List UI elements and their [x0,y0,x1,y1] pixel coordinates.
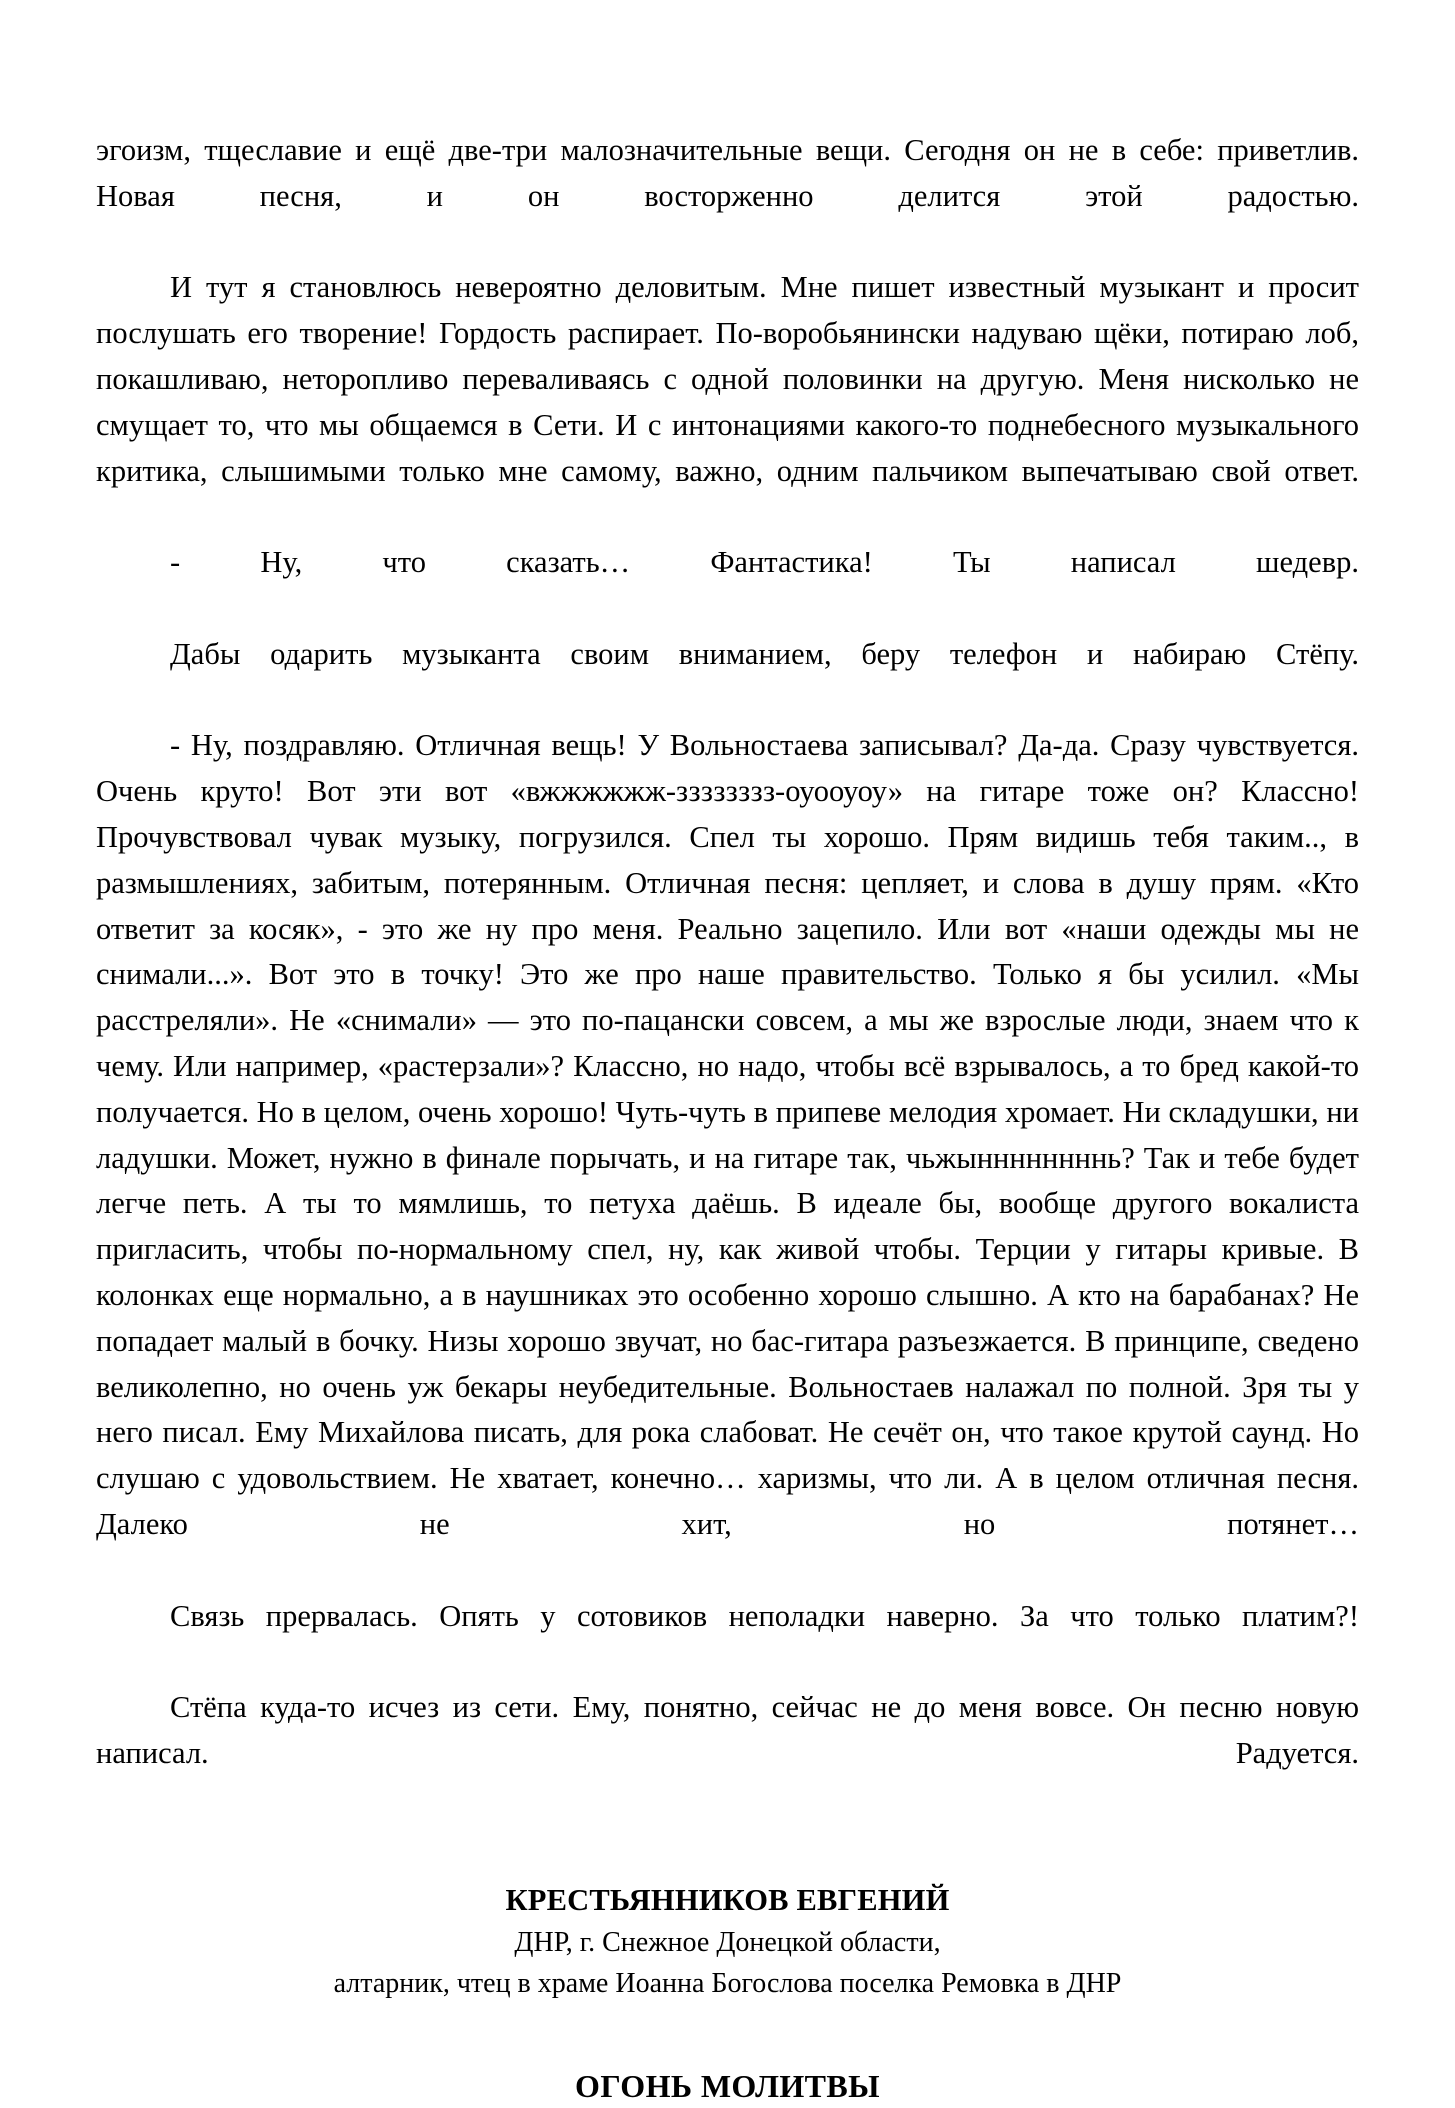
paragraph-continued: эгоизм, тщеславие и ещё две-три малозначительные вещи. Сегодня он не в себе: приветлив. Новая песня, и он восторженно делится этой радостью. [96,133,1359,213]
paragraph: Стёпа куда-то исчез из сети. Ему, понятно, сейчас не до меня вовсе. Он песню новую написал. Радуется. [96,1690,1359,1770]
author-location: ДНР, г. Снежное Донецкой области, [514,1927,941,1959]
body-text-block [96,128,1359,1822]
paragraph: Дабы одарить музыканта своим вниманием, беру телефон и набираю Стёпу. [170,636,1359,671]
paragraph-dialogue: - Ну, что сказать… Фантастика! Ты написал шедевр. [170,545,1359,580]
author-name: КРЕСТЬЯННИКОВ ЕВГЕНИЙ [505,1883,950,1918]
paragraph: И тут я становлюсь невероятно деловитым. Мне пишет известный музыкант и просит послушать его творение! Гордость распирает. По-воробьянински надуваю щёки, потираю лоб, покашливаю, неторопливо переваливаясь с одной половинки на другую. Меня нисколько не смущает то, что мы общаемся в Сети. И с интонациями какого-то поднебесного музыкального критика, слышимыми только мне самому, важно, одним пальчиком выпечатываю свой ответ. [96,270,1359,488]
author-signature-block [96,1878,1359,2004]
author-role: алтарник, чтец в храме Иоанна Богослова поселка Ремовка в ДНР [333,1968,1122,2000]
next-section-title: ОГОНЬ МОЛИТВЫ [575,2068,880,2105]
paragraph-dialogue-long: - Ну, поздравляю. Отличная вещь! У Вольностаева записывал? Да-да. Сразу чувствуется. Очень круто! Вот эти вот «вжжжжжж-зззззззз-оуооуоу» на гитаре тоже он? Классно! Прочувствовал чувак музыку, погрузился. Спел ты хорошо. Прям видишь тебя таким.., в размышлениях, забитым, потерянным. Отличная песня: цепляет, и слова в душу прям. «Кто ответит за косяк», - это же ну про меня. Реально зацепило. Или вот «наши одежды мы не снимали...». Вот это в точку! Это же про наше правительство. Только я бы усилил. «Мы расстреляли». Не «снимали» — это по-пацански совсем, а мы же взрослые люди, знаем что к чему. Или например, «растерзали»? Классно, но надо, чтобы всё взрывалось, а то бред какой-то получается. Но в целом, очень хорошо! Чуть-чуть в припеве мелодия хромает. Ни складушки, ни ладушки. Может, нужно в финале порычать, и на гитаре так, чьжыннннннннь? Так и тебе будет легче петь. А ты то мямлишь, то петуха даёшь. В идеале бы, вообще другого вокалиста пригласить, чтобы по-нормальному спел, ну, как живой чтобы. Терции у гитары кривые. В колонках еще нормально, а в наушниках это особенно хорошо слышно. А кто на барабанах? Не попадает малый в бочку. Низы хорошо звучат, но бас-гитара разъезжается. В принципе, сведено великолепно, но очень уж бекары неубедительные. Вольностаев налажал по полной. Зря ты у него писал. Ему Михайлова писать, для рока слабоват. Не сечёт он, что такое крутой саунд. Но слушаю с удовольствием. Не хватает, конечно… харизмы, что ли. А в целом отличная песня. Далеко не хит, но потянет… [96,728,1359,1541]
paragraph: Связь прервалась. Опять у сотовиков неполадки наверно. За что только платим?! [170,1598,1359,1633]
